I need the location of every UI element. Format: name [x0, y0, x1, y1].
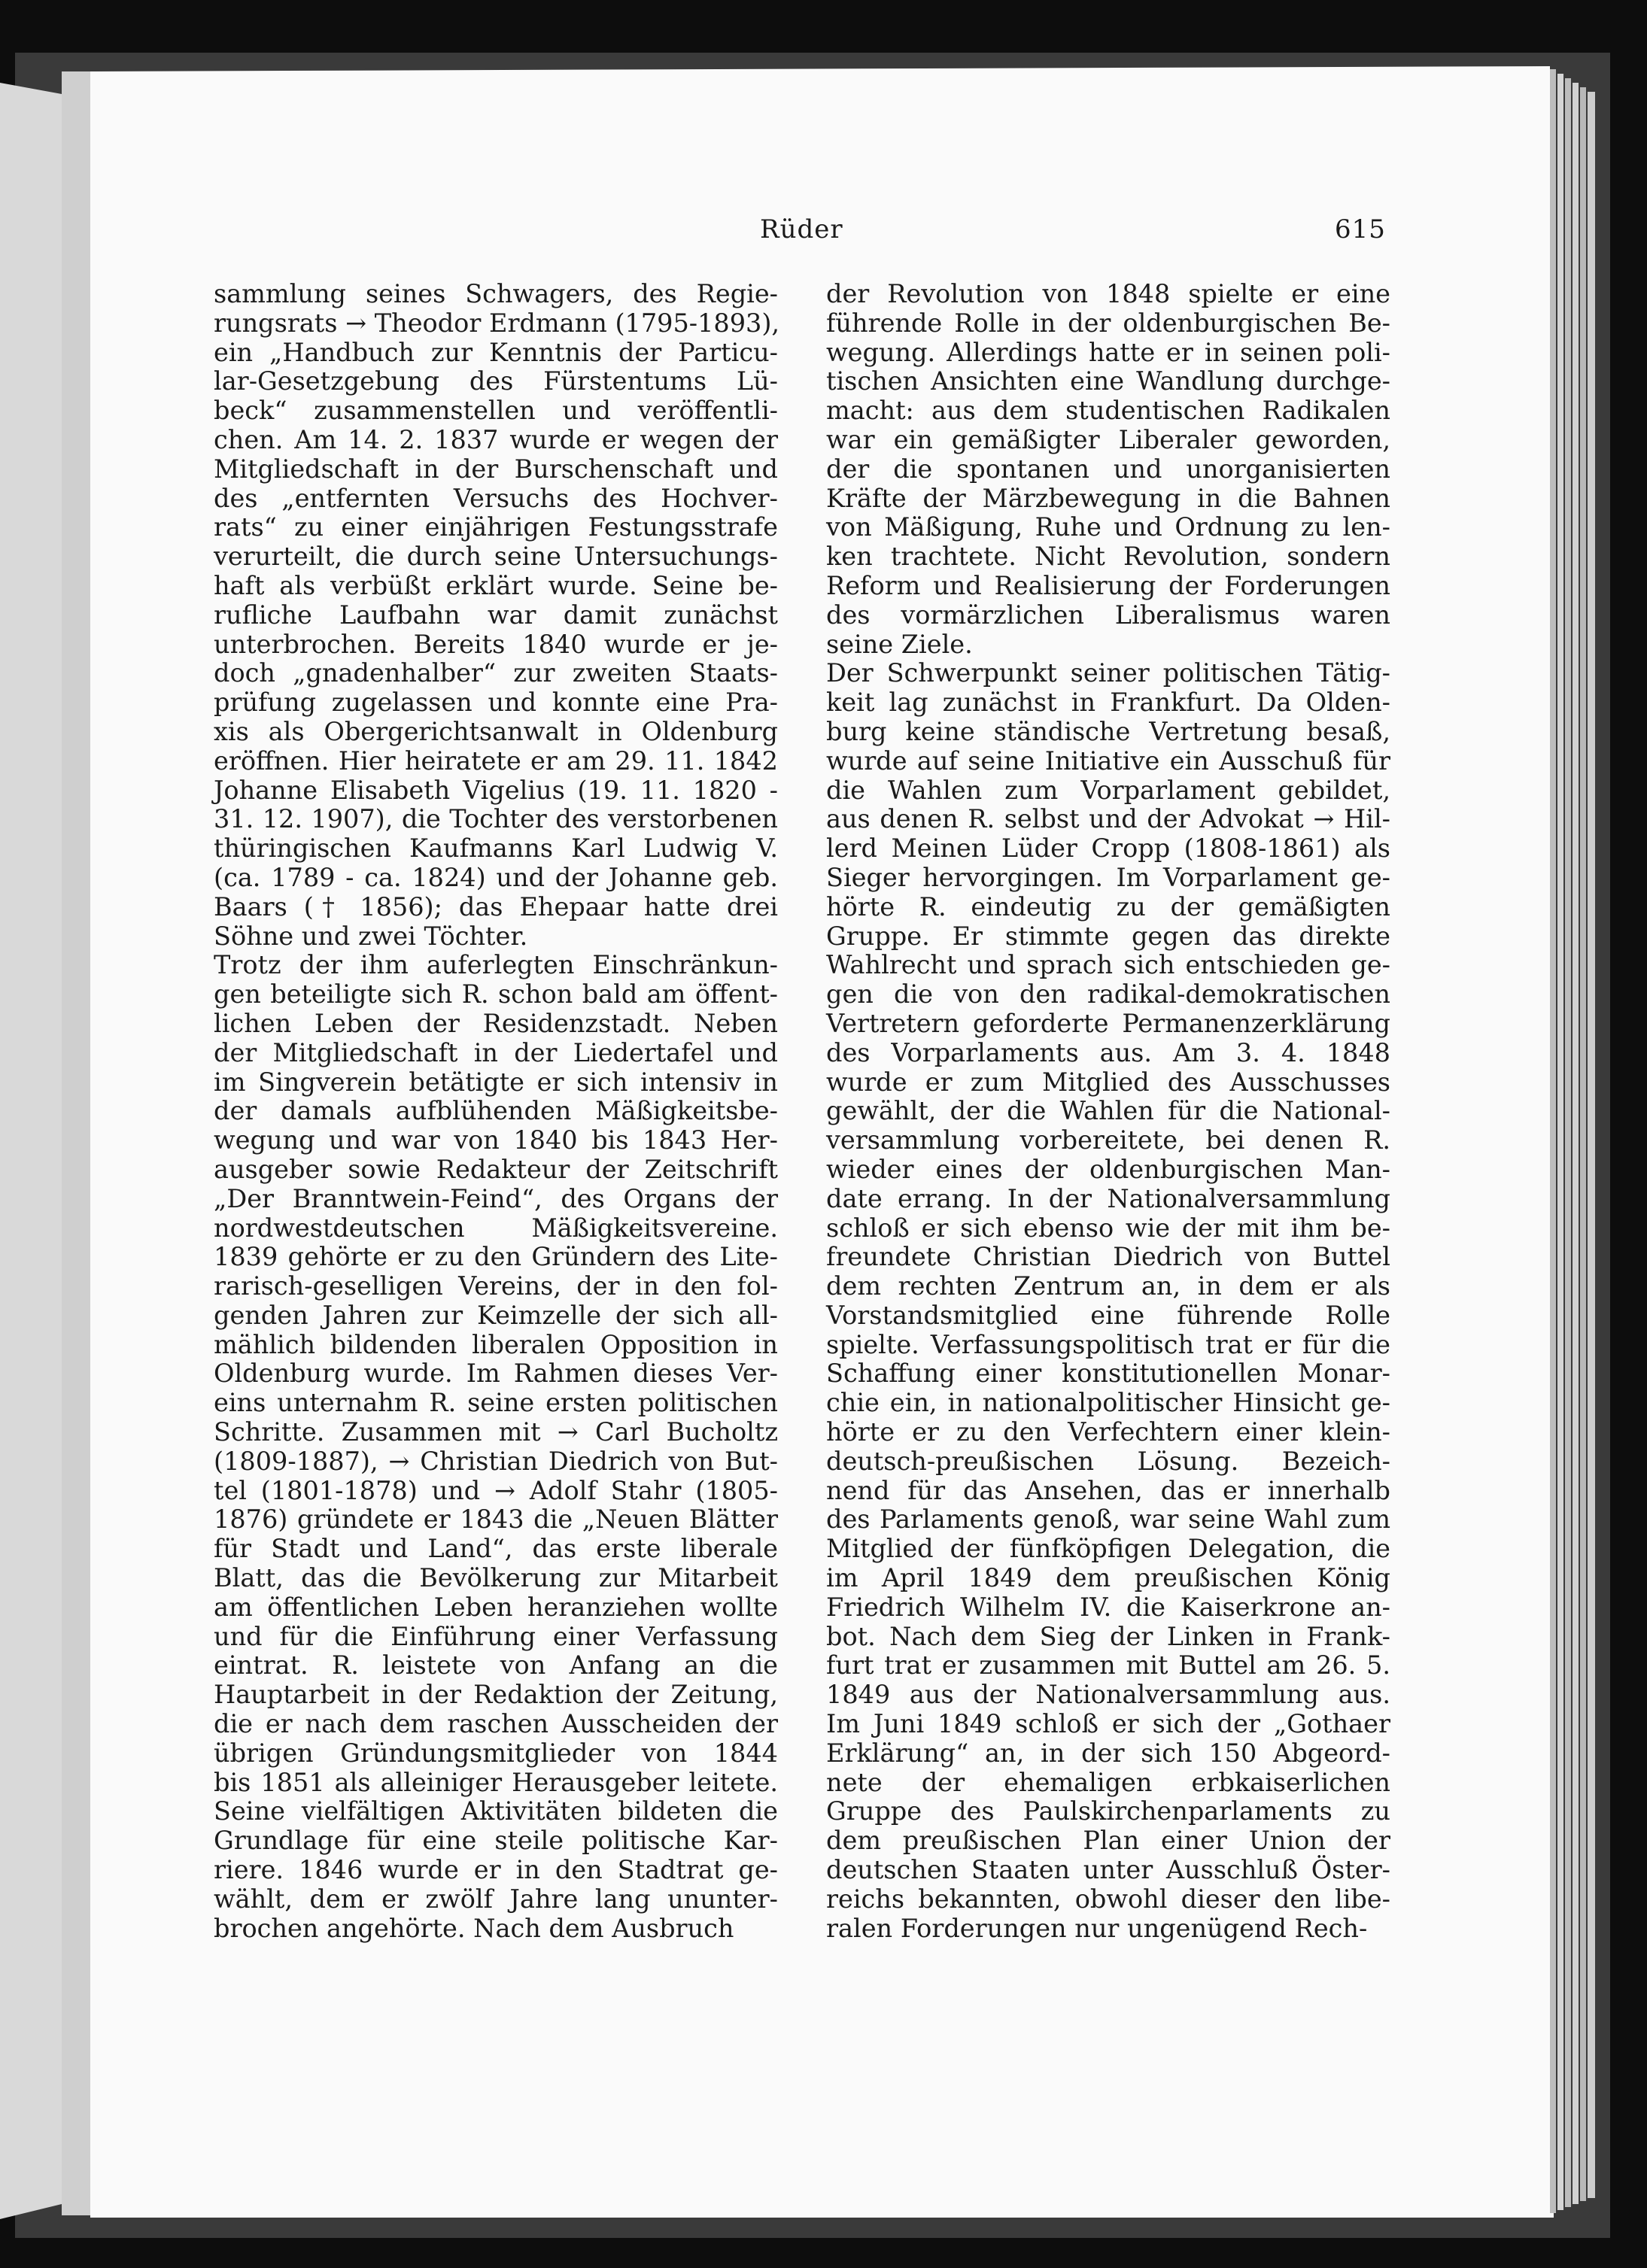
text-line: unterbrochen. Bereits 1840 wurde er je- — [214, 629, 778, 659]
text-line: chen. Am 14. 2. 1837 wurde er wegen der — [214, 424, 778, 454]
text-line: im Singverein betätigte er sich intensiv in — [214, 1067, 778, 1097]
text-line: und für die Einführung einer Verfassung — [214, 1621, 778, 1651]
text-line: tischen Ansichten eine Wandlung durchge- — [826, 366, 1390, 396]
text-line: (1809-1887), → Christian Diedrich von But- — [214, 1446, 778, 1476]
text-line: thüringischen Kaufmanns Karl Ludwig V. — [214, 833, 778, 864]
text-line: übrigen Gründungsmitglieder von 1844 — [214, 1738, 778, 1768]
text-line: Trotz der ihm auferlegten Einschränkun- — [214, 950, 778, 980]
text-line: schloß er sich ebenso wie der mit ihm be- — [826, 1213, 1390, 1243]
text-line: macht: aus dem studentischen Radikalen — [826, 396, 1390, 426]
text-line: bot. Nach dem Sieg der Linken in Frank- — [826, 1621, 1390, 1651]
text-line: genden Jahren zur Keimzelle der sich all- — [214, 1300, 778, 1330]
text-line: (ca. 1789 - ca. 1824) und der Johanne geb. — [214, 862, 778, 892]
text-line: haft als verbüßt erklärt wurde. Seine be- — [214, 570, 778, 600]
text-line: Erklärung“ an, in der sich 150 Abgeord- — [826, 1738, 1390, 1768]
text-line: Im Juni 1849 schloß er sich der „Gothaer — [826, 1709, 1390, 1739]
text-line: date errang. In der Nationalversammlung — [826, 1183, 1390, 1213]
text-line: rungsrats → Theodor Erdmann (1795-1893), — [214, 308, 780, 338]
text-line: Vertretern geforderte Permanenzerklärung — [826, 1008, 1390, 1038]
text-line: furt trat er zusammen mit Buttel am 26. 5. — [826, 1650, 1390, 1681]
text-line: lar-Gesetzgebung des Fürstentums Lü- — [214, 366, 778, 396]
text-line: 1839 gehörte er zu den Gründern des Lite- — [214, 1242, 778, 1272]
text-line: bis 1851 als alleiniger Herausgeber leitete. — [214, 1767, 778, 1797]
text-line: gen beteiligte sich R. schon bald am öffent- — [214, 979, 778, 1010]
text-line: reichs bekannten, obwohl dieser den libe- — [826, 1884, 1390, 1914]
text-line: dem preußischen Plan einer Union der — [826, 1826, 1390, 1856]
text-line: Blatt, das die Bevölkerung zur Mitarbeit — [214, 1563, 778, 1593]
text-line: 1849 aus der Nationalversammlung aus. — [826, 1680, 1390, 1710]
text-line: rats“ zu einer einjährigen Festungsstrafe — [214, 512, 778, 542]
text-line: Der Schwerpunkt seiner politischen Tätig- — [826, 658, 1390, 688]
text-line: wegung und war von 1840 bis 1843 Her- — [214, 1125, 778, 1155]
text-line: Mitgliedschaft in der Burschenschaft und — [214, 454, 778, 484]
text-line: Baars († 1856); das Ehepaar hatte drei — [214, 891, 778, 921]
text-line: beck“ zusammenstellen und veröffentli- — [214, 396, 778, 426]
text-line: lerd Meinen Lüder Cropp (1808-1861) als — [826, 833, 1390, 864]
text-line: nete der ehemaligen erbkaiserlichen — [826, 1767, 1390, 1797]
text-line: Wahlrecht und sprach sich entschieden ge- — [826, 950, 1390, 980]
text-line: eröffnen. Hier heiratete er am 29. 11. 1842 — [214, 745, 778, 776]
running-header-title: Rüder — [760, 214, 843, 244]
text-line: tel (1801-1878) und → Adolf Stahr (1805- — [214, 1475, 778, 1505]
text-line: 1876) gründete er 1843 die „Neuen Blätter — [214, 1504, 778, 1535]
text-line: des „entfernten Versuchs des Hochver- — [214, 483, 778, 513]
text-line: ausgeber sowie Redakteur der Zeitschrift — [214, 1154, 778, 1184]
text-line: doch „gnadenhalber“ zur zweiten Staats- — [214, 658, 778, 688]
text-line: der Mitgliedschaft in der Liedertafel und — [214, 1037, 778, 1067]
text-line: Johanne Elisabeth Vigelius (19. 11. 1820 - — [214, 775, 778, 805]
text-line: der Revolution von 1848 spielte er eine — [826, 279, 1390, 308]
text-line: des vormärzlichen Liberalismus waren — [826, 600, 1390, 630]
text-line: der damals aufblühenden Mäßigkeitsbe- — [214, 1096, 778, 1126]
right-text-column — [826, 280, 1390, 1943]
text-line: von Mäßigung, Ruhe und Ordnung zu len- — [826, 512, 1390, 542]
text-line: Reform und Realisierung der Forderungen — [826, 570, 1390, 600]
text-line: keit lag zunächst in Frankfurt. Da Olden- — [826, 688, 1390, 718]
text-line: brochen angehörte. Nach dem Ausbruch — [214, 1913, 734, 1943]
text-line: ralen Forderungen nur ungenügend Rech- — [826, 1913, 1368, 1943]
text-line: nordwestdeutschen Mäßigkeitsvereine. — [214, 1213, 778, 1243]
text-line: führende Rolle in der oldenburgischen Be- — [826, 308, 1390, 338]
text-line: Schritte. Zusammen mit → Carl Bucholtz — [214, 1417, 778, 1447]
text-line: eins unternahm R. seine ersten politischen — [214, 1388, 778, 1418]
text-line: wurde auf seine Initiative ein Ausschuß für — [826, 745, 1390, 776]
text-line: chie ein, in nationalpolitischer Hinsicht ge- — [826, 1388, 1390, 1418]
page-number: 615 — [1335, 214, 1386, 244]
text-line: Mitglied der fünfköpfigen Delegation, die — [826, 1534, 1390, 1564]
text-line: hörte er zu den Verfechtern einer klein- — [826, 1417, 1390, 1447]
text-line: Gruppe. Er stimmte gegen das direkte — [826, 921, 1390, 951]
text-line: für Stadt und Land“, das erste liberale — [214, 1534, 778, 1564]
text-line: des Parlaments genoß, war seine Wahl zum — [826, 1504, 1390, 1535]
text-line: spielte. Verfassungspolitisch trat er für die — [826, 1329, 1390, 1359]
text-line: Schaffung einer konstitutionellen Monar- — [826, 1359, 1390, 1389]
text-line: im April 1849 dem preußischen König — [826, 1563, 1390, 1593]
text-line: eintrat. R. leistete von Anfang an die — [214, 1650, 778, 1681]
text-line: sammlung seines Schwagers, des Regie- — [214, 279, 778, 308]
text-line: die er nach dem raschen Ausscheiden der — [214, 1709, 778, 1739]
text-line: Oldenburg wurde. Im Rahmen dieses Ver- — [214, 1359, 778, 1389]
text-line: gen die von den radikal-demokratischen — [826, 979, 1390, 1010]
text-line: ken trachtete. Nicht Revolution, sondern — [826, 542, 1390, 572]
text-line: des Vorparlaments aus. Am 3. 4. 1848 — [826, 1037, 1390, 1067]
text-line: Gruppe des Paulskirchenparlaments zu — [826, 1796, 1390, 1826]
text-line: prüfung zugelassen und konnte eine Pra- — [214, 688, 778, 718]
text-line: wegung. Allerdings hatte er in seinen poli- — [826, 337, 1390, 367]
text-line: riere. 1846 wurde er in den Stadtrat ge- — [214, 1855, 778, 1885]
text-line: Vorstandsmitglied eine führende Rolle — [826, 1300, 1390, 1330]
text-line: war ein gemäßigter Liberaler geworden, — [826, 424, 1390, 454]
text-line: versammlung vorbereitete, bei denen R. — [826, 1125, 1390, 1155]
text-line: rufliche Laufbahn war damit zunächst — [214, 600, 778, 630]
text-line: wählt, dem er zwölf Jahre lang ununter- — [214, 1884, 778, 1914]
text-line: hörte R. eindeutig zu der gemäßigten — [826, 891, 1390, 921]
text-line: mählich bildenden liberalen Opposition in — [214, 1329, 778, 1359]
text-line: Kräfte der Märzbewegung in die Bahnen — [826, 483, 1390, 513]
text-line: lichen Leben der Residenzstadt. Neben — [214, 1008, 778, 1038]
text-line: aus denen R. selbst und der Advokat → Hil- — [826, 804, 1390, 834]
text-line: 31. 12. 1907), die Tochter des verstorbenen — [214, 804, 778, 834]
text-line: verurteilt, die durch seine Untersuchungs- — [214, 542, 778, 572]
text-line: freundete Christian Diedrich von Buttel — [826, 1242, 1390, 1272]
text-line: dem rechten Zentrum an, in dem er als — [826, 1271, 1390, 1301]
text-line: wieder eines der oldenburgischen Man- — [826, 1154, 1390, 1184]
left-text-column — [214, 280, 778, 1943]
text-line: deutschen Staaten unter Ausschluß Öster- — [826, 1855, 1390, 1885]
text-line: „Der Branntwein-Feind“, des Organs der — [214, 1183, 778, 1213]
text-line: Hauptarbeit in der Redaktion der Zeitung, — [214, 1680, 778, 1710]
text-line: nend für das Ansehen, das er innerhalb — [826, 1475, 1390, 1505]
text-line: Grundlage für eine steile politische Kar- — [214, 1826, 778, 1856]
text-line: Söhne und zwei Töchter. — [214, 921, 528, 951]
text-line: der die spontanen und unorganisierten — [826, 454, 1390, 484]
text-line: ein „Handbuch zur Kenntnis der Particu- — [214, 337, 778, 367]
text-line: deutsch-preußischen Lösung. Bezeich- — [826, 1446, 1390, 1476]
text-line: seine Ziele. — [826, 629, 973, 659]
text-line: am öffentlichen Leben heranziehen wollte — [214, 1592, 778, 1622]
text-line: Sieger hervorgingen. Im Vorparlament ge- — [826, 862, 1390, 892]
text-line: burg keine ständische Vertretung besaß, — [826, 716, 1390, 746]
text-line: rarisch-geselligen Vereins, der in den fol- — [214, 1271, 778, 1301]
text-line: gewählt, der die Wahlen für die National- — [826, 1096, 1390, 1126]
text-line: Friedrich Wilhelm IV. die Kaiserkrone an- — [826, 1592, 1390, 1622]
text-line: wurde er zum Mitglied des Ausschusses — [826, 1067, 1390, 1097]
text-line: Seine vielfältigen Aktivitäten bildeten die — [214, 1796, 778, 1826]
text-line: xis als Obergerichtsanwalt in Oldenburg — [214, 716, 778, 746]
text-line: die Wahlen zum Vorparlament gebildet, — [826, 775, 1390, 805]
